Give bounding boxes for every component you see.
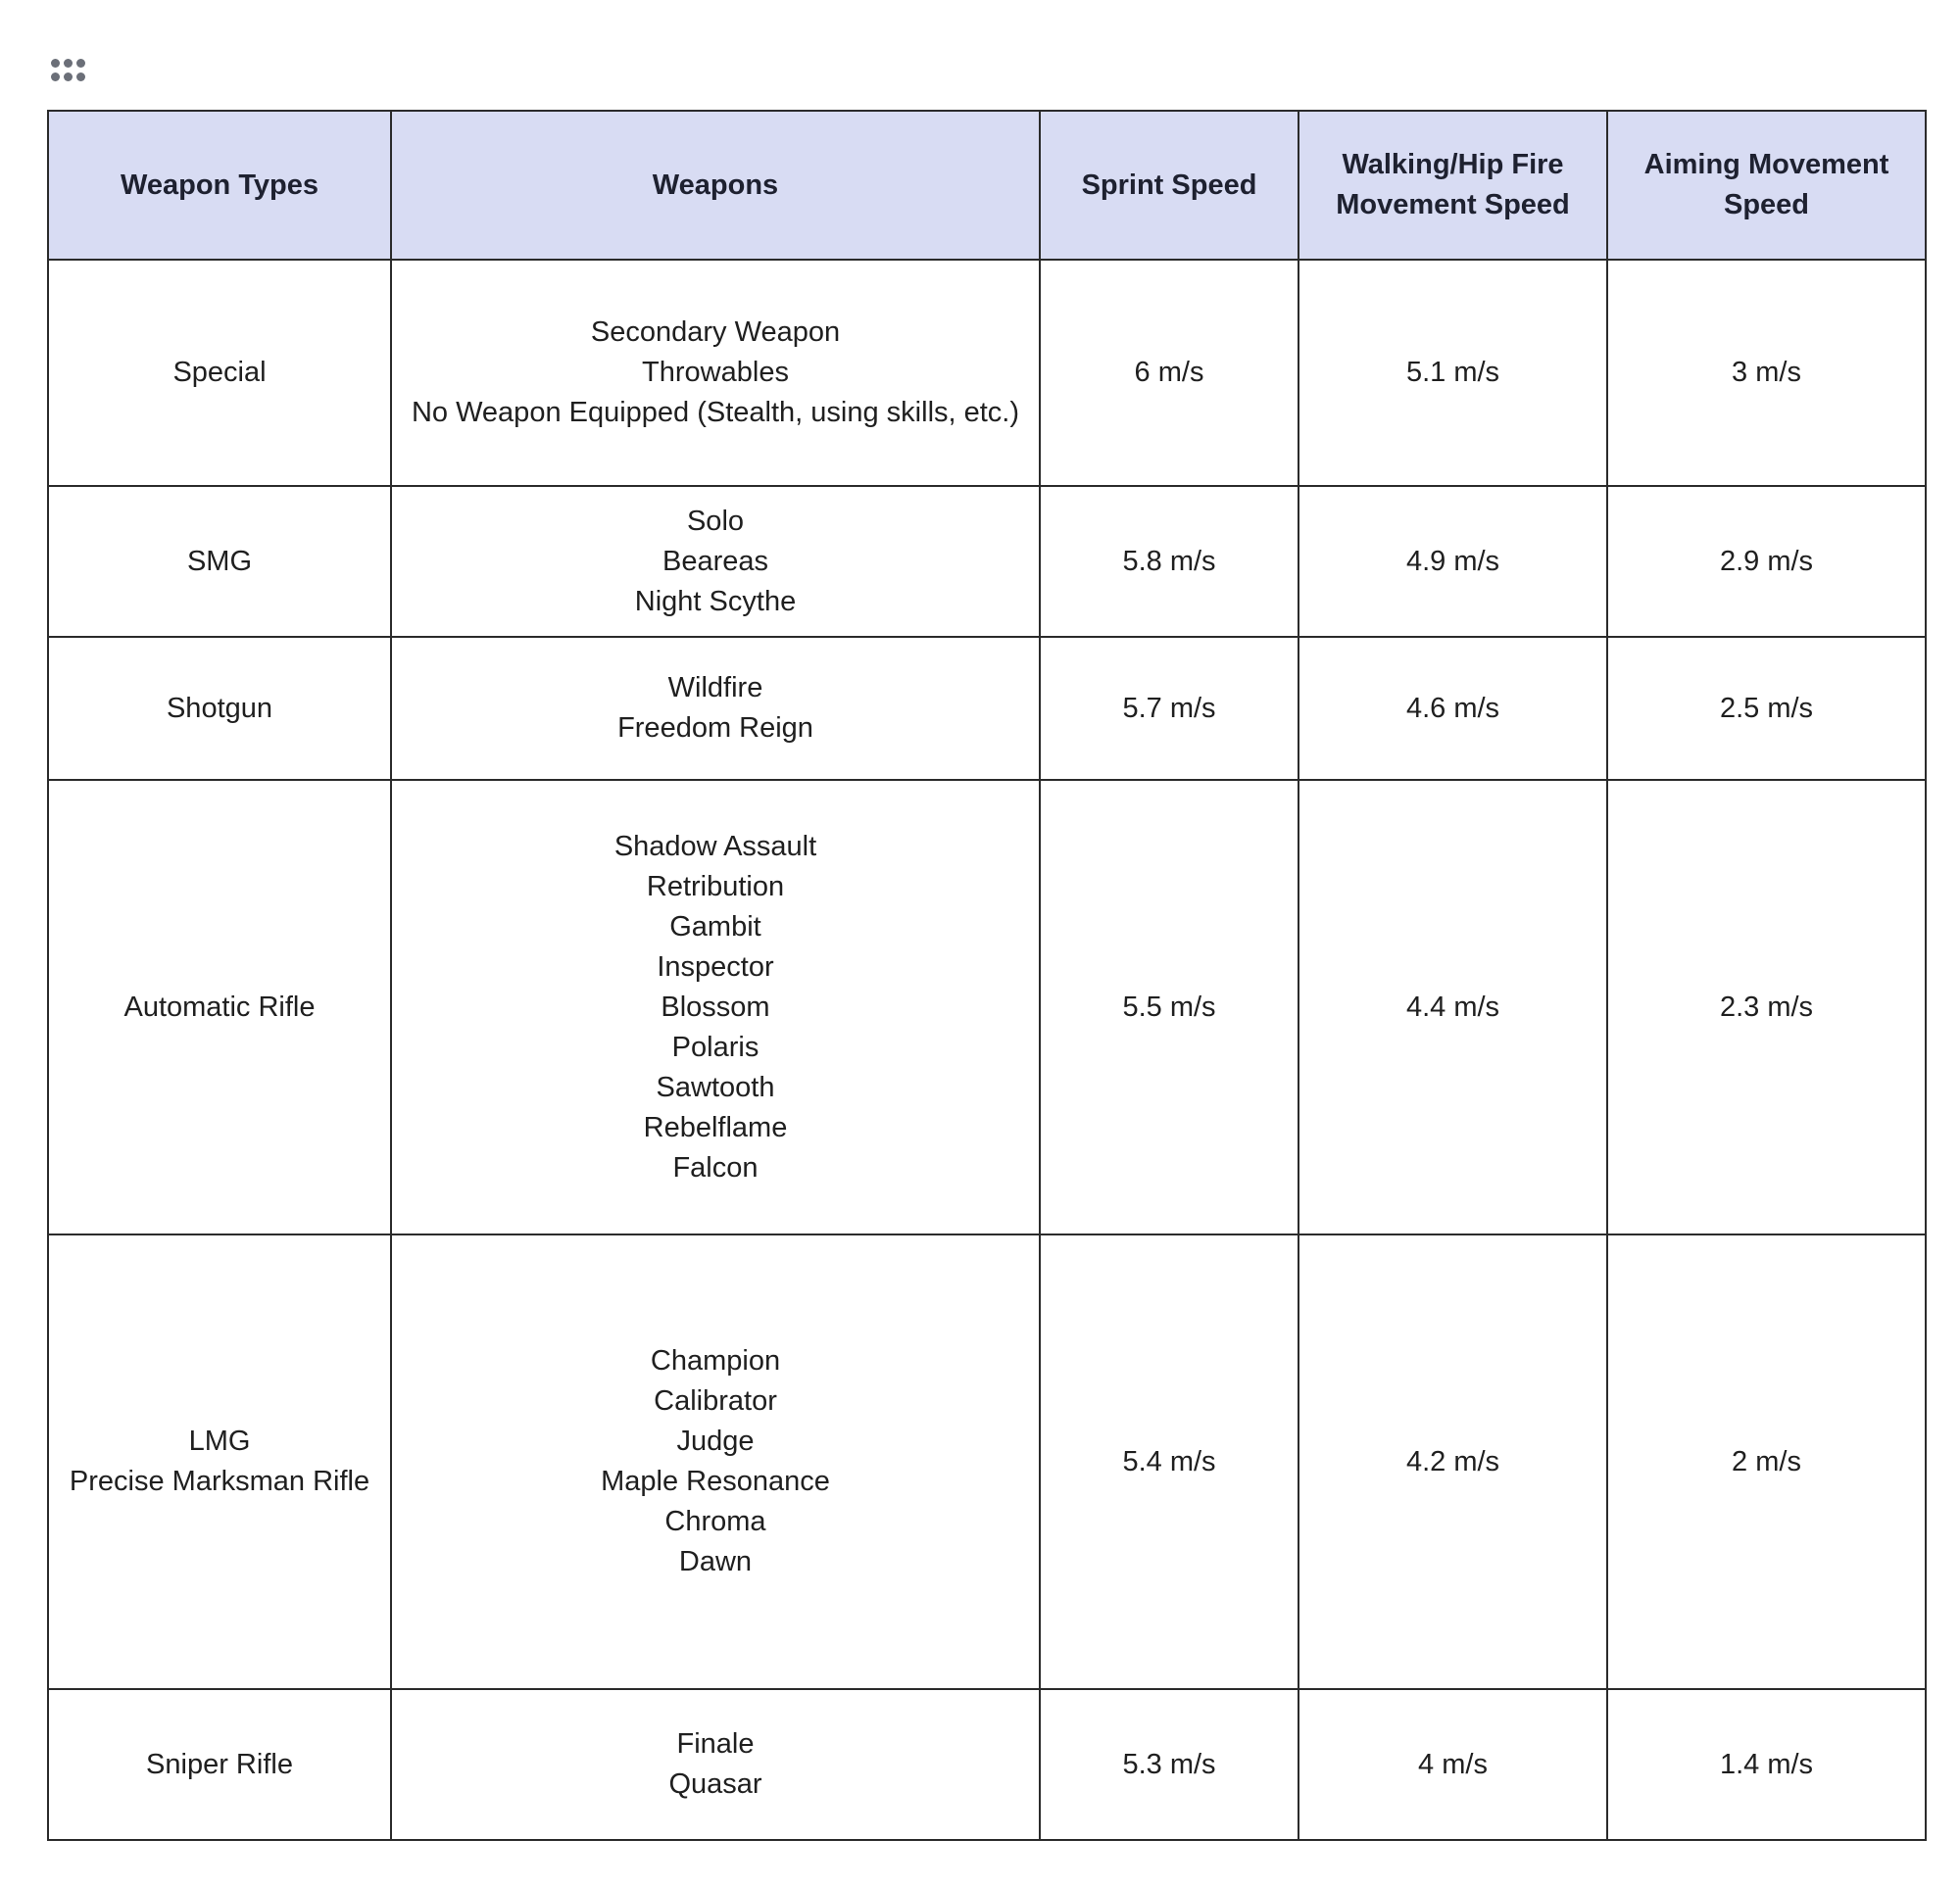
cell-aiming-speed[interactable]: 1.4 m/s: [1607, 1689, 1926, 1840]
cell-weapon-type[interactable]: Special: [48, 260, 391, 486]
header-weapon-types[interactable]: Weapon Types: [48, 111, 391, 260]
drag-handle-dot: [76, 73, 85, 81]
cell-weapon-type[interactable]: Shotgun: [48, 637, 391, 780]
cell-sprint-speed[interactable]: 5.8 m/s: [1040, 486, 1298, 637]
header-walking-speed[interactable]: Walking/Hip Fire Movement Speed: [1298, 111, 1607, 260]
table-row: [48, 637, 1926, 780]
header-weapons[interactable]: Weapons: [391, 111, 1040, 260]
cell-weapon-type[interactable]: SMG: [48, 486, 391, 637]
table-row: [48, 486, 1926, 637]
table-row: [48, 260, 1926, 486]
cell-aiming-speed[interactable]: 2 m/s: [1607, 1234, 1926, 1689]
drag-handle-dot: [51, 59, 60, 68]
table-header-row: [48, 111, 1926, 260]
table-row: [48, 780, 1926, 1234]
cell-sprint-speed[interactable]: 6 m/s: [1040, 260, 1298, 486]
cell-walking-speed[interactable]: 4.2 m/s: [1298, 1234, 1607, 1689]
cell-sprint-speed[interactable]: 5.3 m/s: [1040, 1689, 1298, 1840]
table-row: [48, 1234, 1926, 1689]
drag-handle-dot: [64, 73, 73, 81]
cell-walking-speed[interactable]: 5.1 m/s: [1298, 260, 1607, 486]
drag-handle-icon[interactable]: [51, 59, 90, 84]
drag-handle-dot: [51, 73, 60, 81]
cell-sprint-speed[interactable]: 5.5 m/s: [1040, 780, 1298, 1234]
table-row: [48, 1689, 1926, 1840]
cell-weapons[interactable]: Shadow Assault Retribution Gambit Inspector Blossom Polaris Sawtooth Rebelflame Falcon: [391, 780, 1040, 1234]
cell-walking-speed[interactable]: 4.9 m/s: [1298, 486, 1607, 637]
cell-weapons[interactable]: Wildfire Freedom Reign: [391, 637, 1040, 780]
cell-sprint-speed[interactable]: 5.4 m/s: [1040, 1234, 1298, 1689]
cell-weapon-type[interactable]: Automatic Rifle: [48, 780, 391, 1234]
drag-handle-dot: [64, 59, 73, 68]
cell-walking-speed[interactable]: 4.6 m/s: [1298, 637, 1607, 780]
cell-walking-speed[interactable]: 4 m/s: [1298, 1689, 1607, 1840]
cell-weapons[interactable]: Secondary Weapon Throwables No Weapon Equipped (Stealth, using skills, etc.): [391, 260, 1040, 486]
cell-sprint-speed[interactable]: 5.7 m/s: [1040, 637, 1298, 780]
cell-aiming-speed[interactable]: 2.9 m/s: [1607, 486, 1926, 637]
drag-handle-dot: [76, 59, 85, 68]
header-aiming-speed[interactable]: Aiming Movement Speed: [1607, 111, 1926, 260]
cell-aiming-speed[interactable]: 3 m/s: [1607, 260, 1926, 486]
cell-walking-speed[interactable]: 4.4 m/s: [1298, 780, 1607, 1234]
cell-aiming-speed[interactable]: 2.3 m/s: [1607, 780, 1926, 1234]
cell-weapon-type[interactable]: Sniper Rifle: [48, 1689, 391, 1840]
cell-weapon-type[interactable]: LMG Precise Marksman Rifle: [48, 1234, 391, 1689]
cell-weapons[interactable]: Solo Beareas Night Scythe: [391, 486, 1040, 637]
cell-weapons[interactable]: Finale Quasar: [391, 1689, 1040, 1840]
cell-aiming-speed[interactable]: 2.5 m/s: [1607, 637, 1926, 780]
header-sprint-speed[interactable]: Sprint Speed: [1040, 111, 1298, 260]
cell-weapons[interactable]: Champion Calibrator Judge Maple Resonance Chroma Dawn: [391, 1234, 1040, 1689]
weapon-speed-table: [47, 110, 1927, 1841]
